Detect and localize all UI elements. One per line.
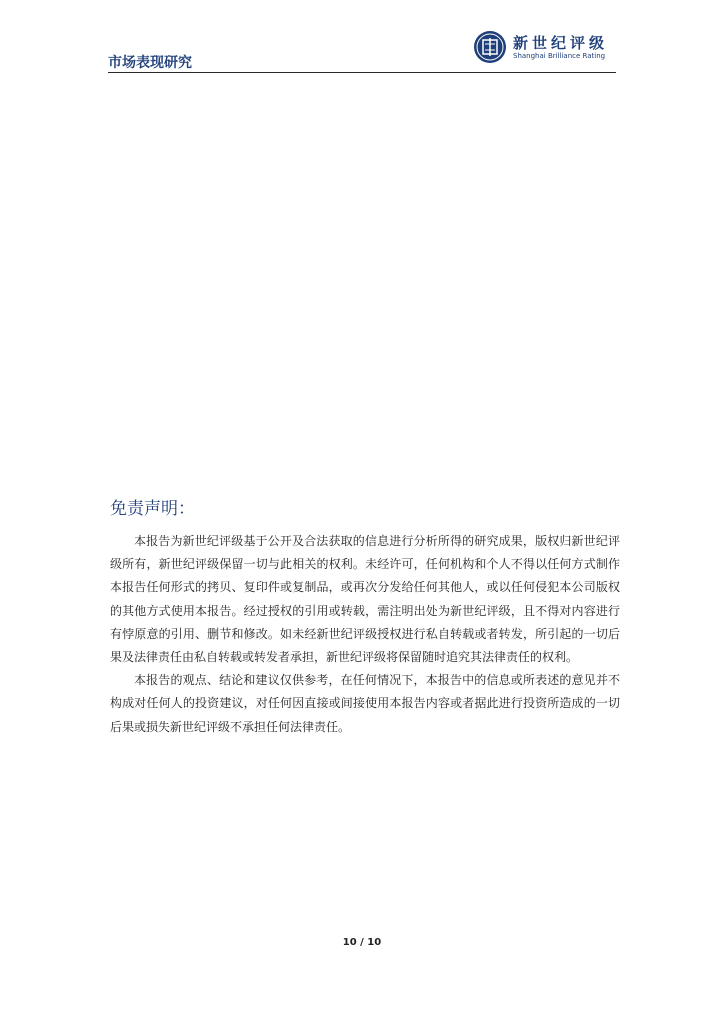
brilliance-rating-seal-icon — [473, 30, 507, 64]
logo-english-name: Shanghai Brilliance Rating — [513, 52, 606, 60]
disclaimer-paragraph-copyright: 本报告为新世纪评级基于公开及合法获取的信息进行分析所得的研究成果，版权归新世纪评级所有，新世纪评级保留一切与此相关的权利。未经许可，任何机构和个人不得以任何方式制作本报告任何形式的拷贝、复印件或复制品，或再次分发给任何其他人，或以任何侵犯本公司版权的其他方式使用本报告。经过授权的引用或转载，需注明出处为新世纪评级，且不得对内容进行有悖原意的引用、删节和修改。如未经新世纪评级授权进行私自转载或者转发，所引起的一切后果及法律责任由私自转载或转发者承担，新世纪评级将保留随时追究其法律责任的权利。 — [110, 534, 620, 665]
disclaimer-heading: 免责声明： — [110, 499, 195, 519]
brand-logo — [473, 30, 613, 66]
disclaimer-paragraph-liability: 本报告的观点、结论和建议仅供参考，在任何情况下，本报告中的信息或所表述的意见并不构成对任何人的投资建议，对任何因直接或间接使用本报告内容或者据此进行投资所造成的一切后果或损失新世纪评级不承担任何法律责任。 — [110, 673, 620, 734]
logo-chinese-name: 新世纪评级 — [513, 34, 609, 52]
page-number: 10 / 10 — [342, 937, 382, 948]
header-section-title: 市场表现研究 — [108, 55, 192, 71]
header-divider — [108, 72, 616, 73]
disclaimer-body — [110, 530, 620, 739]
